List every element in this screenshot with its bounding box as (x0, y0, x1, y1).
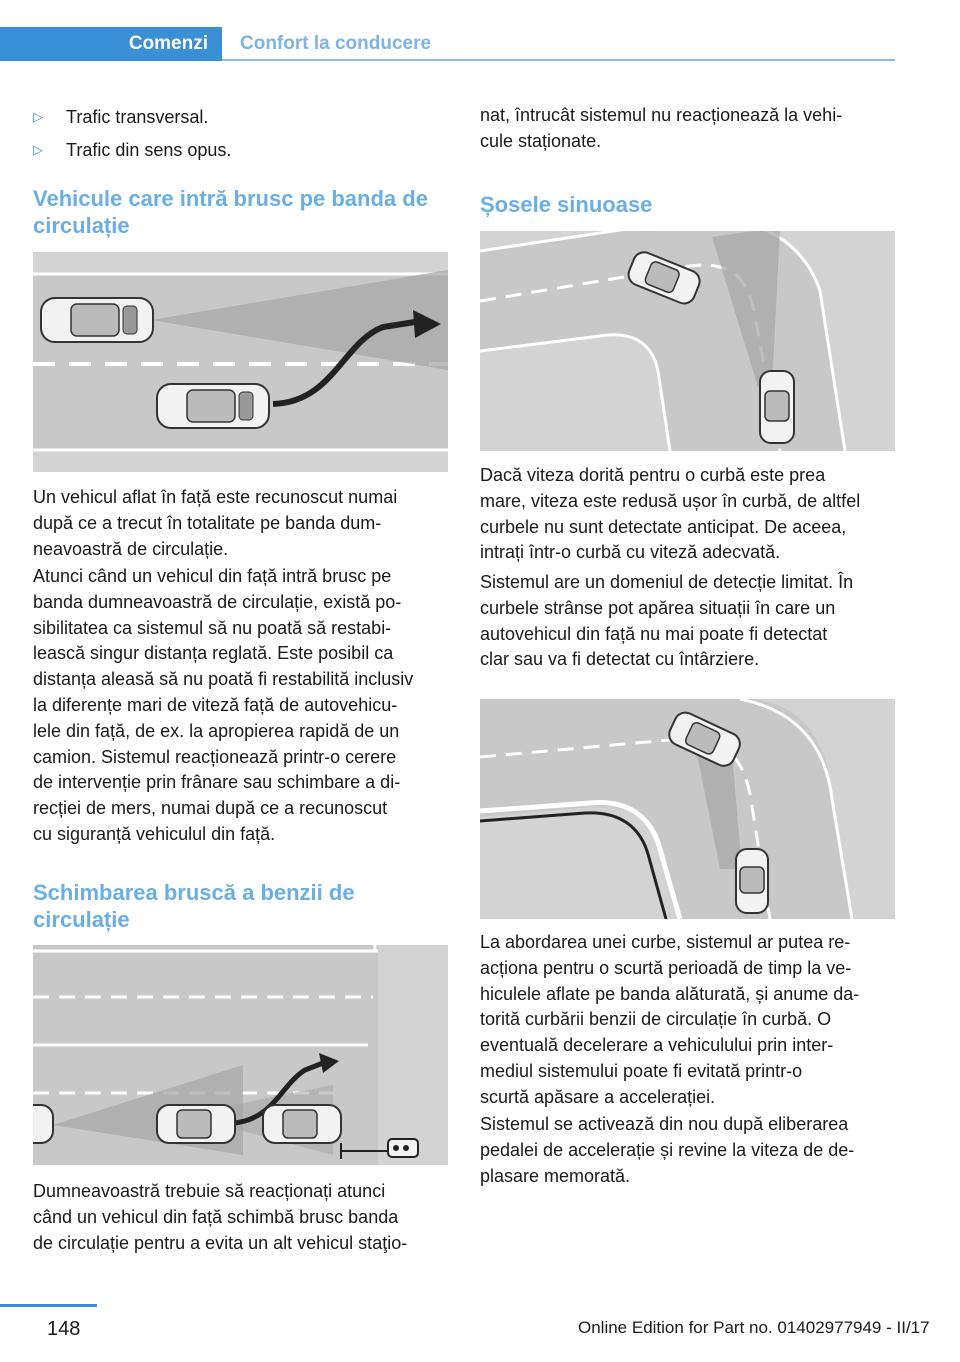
section-heading-lane-change: Schimbarea bruscă a benzii de circulație (33, 880, 355, 932)
page-number: 148 (47, 1318, 81, 1340)
illustration-cut-in-vehicle (33, 252, 448, 472)
paragraph: Un vehicul aflat în față este recunoscut numai după ce a trecut în totalitate pe banda dum‐ neavoastră de circulație. (33, 487, 398, 559)
paragraph: Sistemul are un domeniul de detecție limitat. În curbele strânse pot apărea situații în care un autovehicul din față nu mai poate fi detectat clar sau va fi detectat cu întârziere. (480, 572, 854, 670)
header-divider (222, 59, 895, 61)
section-heading-winding-roads: Șosele sinuoase (480, 192, 653, 217)
paragraph: Atunci când un vehicul din față intră brusc pe banda dumneavoastră de circulație, există po‐ sibilitatea ca sistemul să nu poată să restabi‐ lească singur distanța reglată. Este posibil ca distanța aleasă să nu poată fi restabilită inclusiv la diferențe mari de viteză față de autovehicu‐ lele din față, de ex. la apropierea rapidă de un camion. Sistemul reacționează printr-o cerere de intervenție prin frânare sau schimbare a di‐ recției de mers, numai după ce a recunoscut cu siguranță vehiculul din față. (33, 566, 414, 844)
footer-accent-line (0, 1304, 97, 1307)
parked-vehicle-icon (388, 1139, 418, 1157)
paragraph: Dacă viteza dorită pentru o curbă este prea mare, viteza este redusă ușor în curbă, de altfel curbele nu sunt detectate anticipat. De aceea, intrați într-o curbă cu viteză adecvată. (480, 465, 861, 563)
paragraph: nat, întrucât sistemul nu reacționează la vehi‐ cule staționate. (480, 105, 843, 151)
triangle-right-outline-icon: ▷ (33, 142, 43, 157)
car-icon (736, 849, 768, 913)
car-icon (263, 1105, 341, 1143)
edition-info: Online Edition for Part no. 01402977949 - II/17 (578, 1318, 930, 1337)
car-icon (760, 371, 794, 443)
paragraph: Dumneavoastră trebuie să reacționați atunci când un vehicul din față schimbă brusc banda de circulație pentru a evita un alt vehicul staţio‐ (33, 1181, 408, 1253)
section-tab-driving-comfort[interactable]: Confort la conducere (240, 33, 432, 54)
car-icon (157, 1105, 235, 1143)
car-icon (157, 384, 269, 428)
car-icon (41, 298, 153, 342)
section-tab-commands[interactable]: Comenzi (0, 27, 222, 61)
illustration-winding-road-adjacent-lane (480, 699, 895, 919)
illustration-winding-road-speed (480, 231, 895, 451)
illustration-sudden-lane-change (33, 945, 448, 1165)
car-icon (33, 1105, 53, 1143)
section-heading-cut-in: Vehicule care intră brusc pe banda de circulație (33, 186, 428, 238)
page-header (0, 27, 895, 61)
triangle-right-outline-icon: ▷ (33, 109, 43, 124)
paragraph: Sistemul se activează din nou după eliberarea pedalei de accelerație și revine la viteza de de‐ plasare memorată. (480, 1114, 855, 1186)
paragraph: La abordarea unei curbe, sistemul ar putea re‐ acționa pentru o scurtă perioadă de timp la ve‐ hiculele aflate pe banda alăturată, și anume da‐ torită curbării benzii de circulație în curbă. O eventuală decelerare a vehiculului prin inter‐ mediul sistemului poate fi evitată printr-o scurtă apăsare a accelerației. (480, 932, 860, 1107)
